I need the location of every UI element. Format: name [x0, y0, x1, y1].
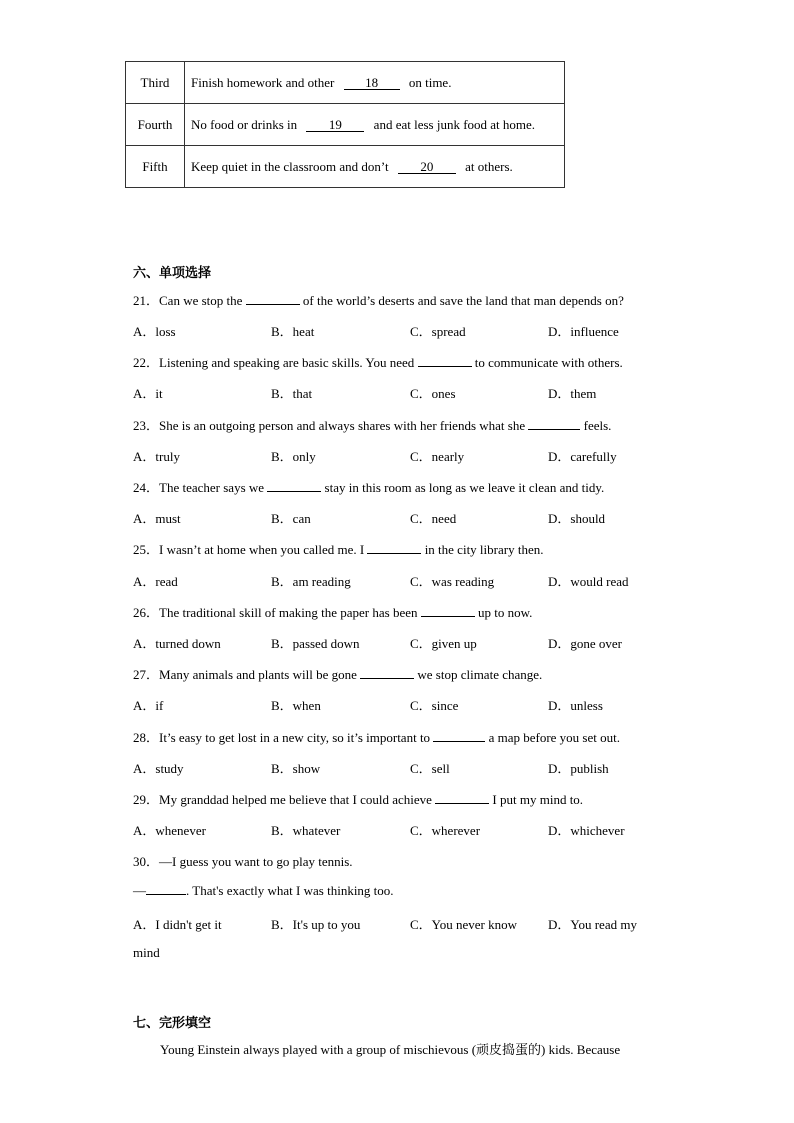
question-text-before: Can we stop the [159, 293, 243, 308]
option-d: D．unless [548, 698, 603, 713]
blank-number: 19 [306, 118, 364, 132]
question-stem: 30．—I guess you want to go play tennis. [133, 854, 353, 869]
question-stem [133, 477, 604, 496]
answer-blank [367, 542, 421, 554]
question-number: 21． [133, 293, 160, 308]
question-text-after: in the city library then. [424, 542, 544, 557]
option-b: B．It's up to you [271, 917, 361, 932]
question-text-before: The traditional skill of making the paper has been [159, 605, 418, 620]
option-d: D．would read [548, 574, 629, 589]
response-text: . That's exactly what I was thinking too. [186, 883, 394, 898]
option-c: C．since [410, 698, 459, 713]
option-a: A．whenever [133, 823, 206, 838]
question-text-after: up to now. [478, 605, 533, 620]
question-text-before: I wasn’t at home when you called me. I [159, 542, 365, 557]
question-text-after: of the world’s deserts and save the land that man depends on? [302, 293, 624, 308]
row-text-before: No food or drinks in [191, 116, 298, 132]
question-stem [133, 290, 624, 309]
row-label: Fifth [126, 146, 185, 188]
answer-blank [246, 293, 300, 305]
option-c: C．given up [410, 636, 477, 651]
question-number: 26． [133, 605, 160, 620]
answer-blank [435, 792, 489, 804]
option-b: B．passed down [271, 636, 360, 651]
question-stem [133, 789, 583, 808]
option-a: A．turned down [133, 636, 221, 651]
option-b: B．show [271, 761, 321, 776]
option-c: C．ones [410, 386, 456, 401]
option-c: C．need [410, 511, 457, 526]
question-text-before: My granddad helped me believe that I could achieve [159, 792, 432, 807]
section-heading: 七、完形填空 [133, 1016, 212, 1031]
option-c: C．You never know [410, 917, 518, 932]
row-text-after: at others. [465, 158, 513, 174]
option-d: D．should [548, 511, 606, 526]
question-stem [133, 415, 611, 434]
option-a: A．loss [133, 324, 176, 339]
question-text-after: we stop climate change. [417, 667, 543, 682]
option-d: D．whichever [548, 823, 625, 838]
question-text-before: She is an outgoing person and always shares with her friends what she [159, 418, 526, 433]
option-c: C．sell [410, 761, 450, 776]
dash: — [133, 883, 146, 898]
question-stem [133, 602, 532, 621]
rules-table [125, 61, 565, 188]
row-label: Third [126, 62, 185, 104]
option-wrap: mind [133, 945, 160, 960]
option-d: D．You read my [548, 917, 637, 932]
section-heading: 六、单项选择 [133, 266, 212, 281]
question-text-after: stay in this room as long as we leave it clean and tidy. [324, 480, 605, 495]
row-text-before: Finish homework and other [191, 74, 335, 90]
blank-number: 18 [344, 76, 400, 90]
row-text-after: on time. [408, 74, 452, 90]
option-d: D．carefully [548, 449, 617, 464]
option-a: A．read [133, 574, 178, 589]
option-b: B．only [271, 449, 316, 464]
question-text-before: Listening and speaking are basic skills. You need [159, 355, 415, 370]
option-a: A．it [133, 386, 163, 401]
question-number: 28． [133, 730, 160, 745]
blank-number: 20 [398, 160, 456, 174]
table-row [126, 146, 565, 188]
answer-blank [421, 605, 475, 617]
row-text [185, 146, 565, 188]
option-b: B．when [271, 698, 321, 713]
option-d: D．gone over [548, 636, 623, 651]
row-text [185, 62, 565, 104]
answer-blank [360, 667, 414, 679]
dialogue-response [133, 883, 394, 899]
option-a: A．truly [133, 449, 180, 464]
option-a: A．if [133, 698, 164, 713]
answer-blank [267, 480, 321, 492]
question-text-after: I put my mind to. [492, 792, 584, 807]
option-d: D．them [548, 386, 597, 401]
question-text-before: The teacher says we [159, 480, 265, 495]
question-number: 27． [133, 667, 160, 682]
option-c: C．nearly [410, 449, 465, 464]
option-a: A．I didn't get it [133, 917, 222, 932]
table-row [126, 104, 565, 146]
passage-text: Young Einstein always played with a group of mischievous (顽皮捣蛋的) kids. Because [160, 1042, 621, 1057]
question-text-before: Many animals and plants will be gone [159, 667, 357, 682]
question-stem [133, 352, 623, 371]
question-number: 29． [133, 792, 160, 807]
answer-blank [528, 418, 580, 430]
answer-blank [146, 883, 186, 895]
option-c: C．was reading [410, 574, 495, 589]
option-b: B．that [271, 386, 313, 401]
question-number: 25． [133, 542, 160, 557]
option-b: B．am reading [271, 574, 351, 589]
option-b: B．heat [271, 324, 315, 339]
option-a: A．must [133, 511, 181, 526]
question-text-after: to communicate with others. [474, 355, 623, 370]
option-d: D．influence [548, 324, 619, 339]
question-stem [133, 664, 542, 683]
option-c: C．spread [410, 324, 466, 339]
row-text-before: Keep quiet in the classroom and don’t [191, 158, 389, 174]
option-b: B．can [271, 511, 311, 526]
answer-blank [418, 355, 472, 367]
row-text [185, 104, 565, 146]
question-number: 23． [133, 418, 160, 433]
option-a: A．study [133, 761, 184, 776]
question-text-before: It’s easy to get lost in a new city, so it’s important to [159, 730, 431, 745]
option-c: C．wherever [410, 823, 481, 838]
question-stem [133, 539, 543, 558]
question-text-after: a map before you set out. [488, 730, 620, 745]
row-label: Fourth [126, 104, 185, 146]
question-number: 24． [133, 480, 160, 495]
table-row [126, 62, 565, 104]
question-number: 22． [133, 355, 160, 370]
option-b: B．whatever [271, 823, 341, 838]
option-d: D．publish [548, 761, 609, 776]
question-stem [133, 727, 620, 746]
row-text-after: and eat less junk food at home. [373, 116, 536, 132]
answer-blank [433, 730, 485, 742]
question-text-after: feels. [583, 418, 612, 433]
